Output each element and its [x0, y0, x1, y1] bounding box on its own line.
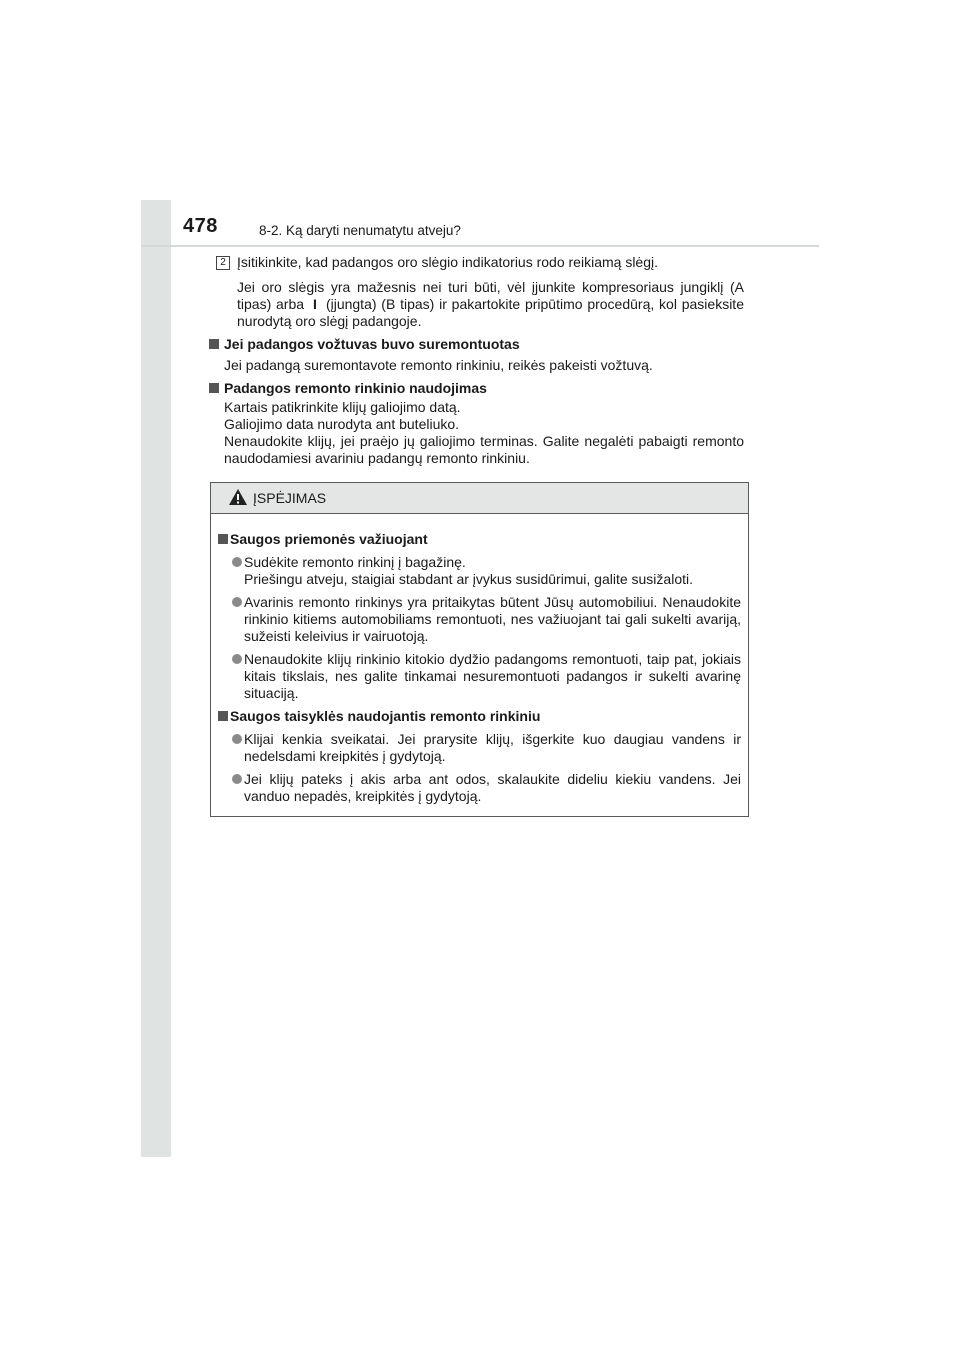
warning-content [211, 514, 748, 805]
step-text: Įsitikinkite, kad padangos oro slėgio indikatorius rodo reikiamą slėgį. [237, 254, 658, 270]
step-detail [207, 279, 744, 330]
warning-title: ĮSPĖJIMAS [253, 490, 327, 506]
section-heading-valve [207, 336, 744, 353]
warning-header [211, 483, 748, 514]
warning-item [218, 731, 741, 765]
warning-item-line: Sudėkite remonto rinkinį į bagažinę. [244, 554, 466, 570]
section-heading-kit-usage [207, 380, 744, 397]
warning-item [218, 771, 741, 805]
square-bullet-icon [209, 339, 219, 349]
warning-item [218, 554, 741, 588]
warning-triangle-icon [228, 488, 248, 506]
body-line: Galiojimo data nurodyta ant buteliuko. [224, 416, 460, 432]
round-bullet-icon [232, 654, 242, 664]
section-heading-text: Padangos remonto rinkinio naudojimas [224, 380, 487, 396]
warning-item-line: Klijai kenkia sveikatai. Jei prarysite klijų, išgerkite kuo daugiau vandens ir nedelsdami kreipkitės į gydytoją. [244, 731, 741, 764]
section-body-kit-usage [207, 399, 744, 467]
round-bullet-icon [232, 734, 242, 744]
warning-item [218, 594, 741, 645]
step-detail-part2: (įjungta) (B tipas) ir pakartokite pripūtimo procedūrą, kol pasieksite nurodytą oro slėgį padangoje. [237, 296, 744, 329]
section-heading-text: Jei padangos vožtuvas buvo suremontuotas [224, 336, 520, 352]
header-divider [141, 245, 819, 247]
square-bullet-icon [218, 534, 228, 544]
warning-heading-driving [218, 531, 741, 548]
main-content [207, 254, 744, 467]
step-number-badge: 2 [216, 256, 230, 270]
body-line: Kartais patikrinkite klijų galiojimo datą. [224, 399, 461, 415]
warning-item [218, 651, 741, 702]
square-bullet-icon [209, 383, 219, 393]
warning-item-line: Avarinis remonto rinkinys yra pritaikytas būtent Jūsų automobiliui. Nenaudokite rinkinio kitiems automobiliams remontuoti, nes važiuojant tai gali sukelti avariją, sužeisti keleivius ir vairuotoją. [244, 594, 741, 644]
round-bullet-icon [232, 597, 242, 607]
switch-on-symbol: I [313, 296, 317, 312]
warning-heading-text: Saugos taisyklės naudojantis remonto rinkiniu [230, 708, 541, 724]
step-2 [207, 254, 744, 271]
warning-item-line: Nenaudokite klijų rinkinio kitokio dydžio padangoms remontuoti, taip pat, jokiais kitais tikslais, nes galite tinkamai nesuremontuoti padangos ir sukelti avarinę situaciją. [244, 651, 741, 701]
square-bullet-icon [218, 711, 228, 721]
section-title: 8-2. Ką daryti nenumatytu atveju? [259, 223, 461, 238]
side-tab-strip [141, 200, 171, 1157]
warning-heading-kit-safety [218, 708, 741, 725]
page-number: 478 [183, 215, 218, 237]
warning-heading-text: Saugos priemonės važiuojant [230, 531, 428, 547]
body-line: Nenaudokite klijų, jei praėjo jų galiojimo terminas. Galite negalėti pabaigti remonto naudodamiesi avariniu padangų remonto rinkiniu. [224, 433, 744, 466]
warning-item-line: Priešingu atveju, staigiai stabdant ar įvykus susidūrimui, galite susižaloti. [244, 571, 693, 587]
round-bullet-icon [232, 774, 242, 784]
warning-box [210, 482, 749, 817]
warning-item-line: Jei klijų pateks į akis arba ant odos, skalaukite dideliu kiekiu vandens. Jei vanduo nepadės, kreipkitės į gydytoją. [244, 771, 741, 804]
section-body-valve: Jei padangą suremontavote remonto rinkiniu, reikės pakeisti vožtuvą. [224, 357, 653, 373]
round-bullet-icon [232, 557, 242, 567]
step-detail-part1: Jei oro slėgis yra mažesnis nei turi būti, vėl įjunkite kompresoriaus jungiklį (A tipas) arba [237, 279, 744, 312]
